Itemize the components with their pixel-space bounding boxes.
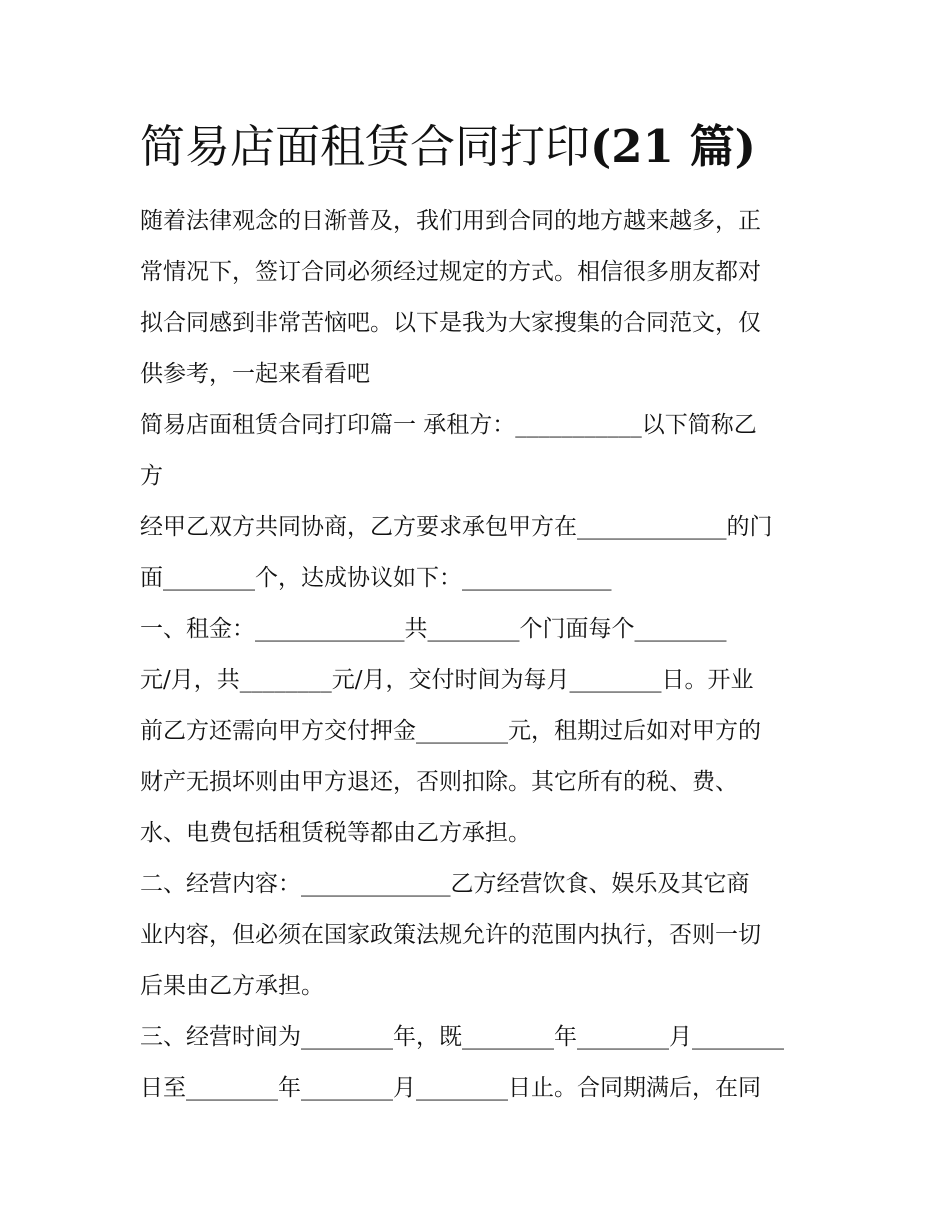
body-line: 水、电费包括租赁税等都由乙方承担。 <box>140 820 531 846</box>
title-count: (21 篇) <box>590 120 756 173</box>
title-main: 简易店面租赁合同打印 <box>140 120 591 173</box>
section-heading-line: 简易店面租赁合同打印篇一 承租方：___________以下简称乙 <box>140 412 757 438</box>
body-line: 元/月，共________元/月，交付时间为每月________日。开业 <box>140 667 754 693</box>
document-body <box>140 196 815 1114</box>
body-line: 供参考，一起来看看吧 <box>140 361 370 387</box>
body-line: 财产无损坏则由甲方退还，否则扣除。其它所有的税、费、 <box>140 769 738 795</box>
body-line: 日至________年________月________日止。合同期满后，在同 <box>140 1075 761 1101</box>
body-line: 拟合同感到非常苦恼吧。以下是我为大家搜集的合同范文，仅 <box>140 310 761 336</box>
body-line: 经甲乙双方共同协商，乙方要求承包甲方在_____________的门 <box>140 514 773 540</box>
body-line: 前乙方还需向甲方交付押金________元，租期过后如对甲方的 <box>140 718 761 744</box>
body-line: 方 <box>140 463 163 489</box>
body-line: 面________个，达成协议如下：_____________ <box>140 565 612 591</box>
document-title <box>140 112 840 182</box>
clause-rent-line: 一、租金：_____________共________个门面每个________ <box>140 616 727 642</box>
clause-term-line: 三、经营时间为________年，既________年________月________ <box>140 1024 784 1050</box>
clause-business-line: 二、经营内容：_____________乙方经营饮食、娱乐及其它商 <box>140 871 750 897</box>
body-line: 常情况下，签订合同必须经过规定的方式。相信很多朋友都对 <box>140 259 761 285</box>
body-line: 业内容，但必须在国家政策法规允许的范围内执行，否则一切 <box>140 922 761 948</box>
body-line: 随着法律观念的日渐普及，我们用到合同的地方越来越多，正 <box>140 208 761 234</box>
body-line: 后果由乙方承担。 <box>140 973 324 999</box>
